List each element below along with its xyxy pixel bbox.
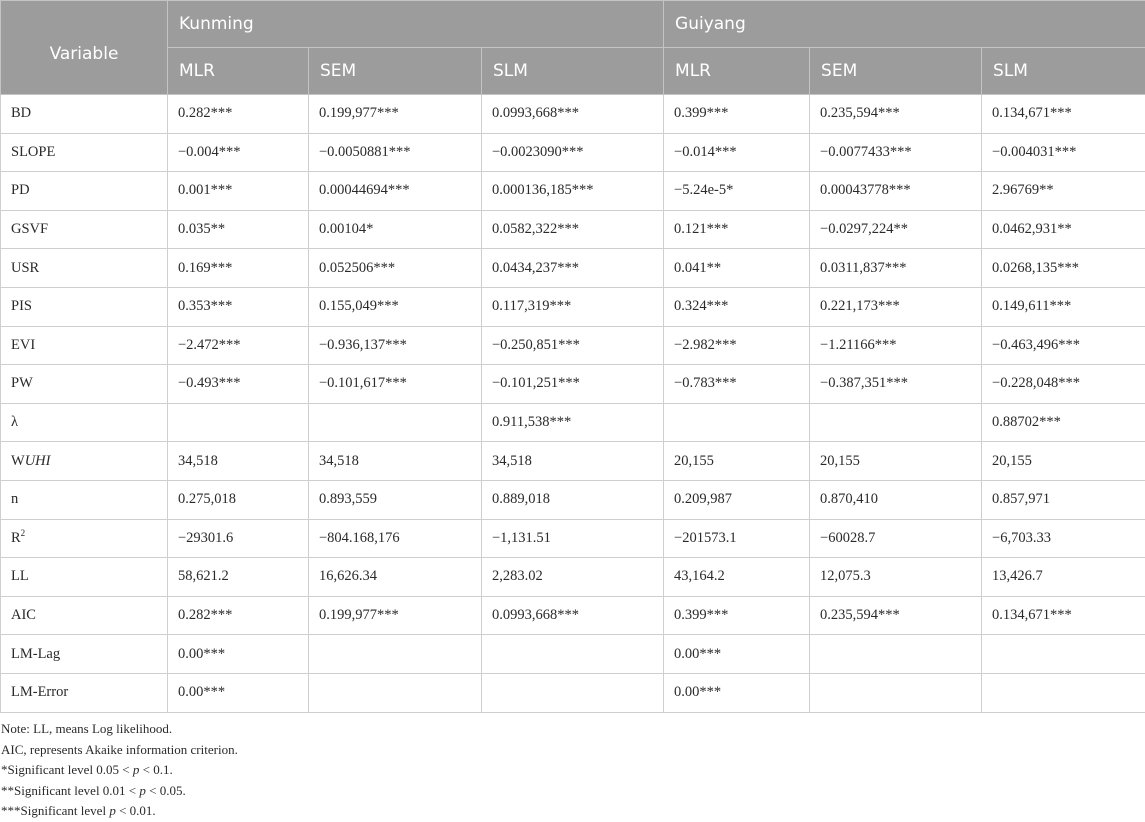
cell-kunming-mlr: 58,621.2 xyxy=(168,558,309,597)
cell-kunming-mlr: 0.169*** xyxy=(168,249,309,288)
cell-guiyang-slm: −0.004031*** xyxy=(982,133,1145,172)
cell-variable: PIS xyxy=(1,287,168,326)
cell-kunming-sem: 0.00104* xyxy=(309,210,482,249)
guiyang-slm-header: SLM xyxy=(982,48,1145,95)
cell-guiyang-sem: 12,075.3 xyxy=(810,558,982,597)
kunming-group-header: Kunming xyxy=(168,1,664,48)
cell-variable: BD xyxy=(1,95,168,134)
cell-variable: PW xyxy=(1,365,168,404)
note-text: **Significant level 0.01 < xyxy=(1,783,139,798)
cell-guiyang-sem: 0.221,173*** xyxy=(810,287,982,326)
cell-variable: n xyxy=(1,480,168,519)
cell-variable: WUHI xyxy=(1,442,168,481)
cell-guiyang-slm: −0.463,496*** xyxy=(982,326,1145,365)
cell-kunming-slm: −0.101,251*** xyxy=(482,365,664,404)
cell-guiyang-mlr: −0.014*** xyxy=(664,133,810,172)
kunming-mlr-header: MLR xyxy=(168,48,309,95)
table-row-pis xyxy=(1,287,1145,326)
cell-kunming-sem xyxy=(309,403,482,442)
table-row-wuhi xyxy=(1,442,1145,481)
table-row-usr xyxy=(1,249,1145,288)
cell-kunming-slm: −0.250,851*** xyxy=(482,326,664,365)
cell-guiyang-mlr: −2.982*** xyxy=(664,326,810,365)
cell-kunming-sem: 0.155,049*** xyxy=(309,287,482,326)
cell-kunming-slm: 0.0582,322*** xyxy=(482,210,664,249)
note-p-symbol: p xyxy=(109,803,116,818)
note-significance-1 xyxy=(1,760,238,781)
cell-guiyang-mlr: 0.121*** xyxy=(664,210,810,249)
cell-guiyang-mlr: 43,164.2 xyxy=(664,558,810,597)
cell-kunming-sem: 16,626.34 xyxy=(309,558,482,597)
cell-guiyang-sem: 0.0311,837*** xyxy=(810,249,982,288)
cell-kunming-mlr: 0.035** xyxy=(168,210,309,249)
guiyang-mlr-header: MLR xyxy=(664,48,810,95)
table-row-ll xyxy=(1,558,1145,597)
cell-kunming-mlr: 34,518 xyxy=(168,442,309,481)
cell-guiyang-slm: 2.96769** xyxy=(982,172,1145,211)
table-row-aic xyxy=(1,596,1145,635)
cell-kunming-slm xyxy=(482,673,664,712)
note-significance-3 xyxy=(1,801,238,822)
note-text: < 0.05. xyxy=(146,783,186,798)
cell-variable: LM-Error xyxy=(1,673,168,712)
note-text: < 0.01. xyxy=(116,803,156,818)
cell-guiyang-mlr: −5.24e-5* xyxy=(664,172,810,211)
cell-guiyang-sem: 0.235,594*** xyxy=(810,95,982,134)
cell-guiyang-mlr: 0.399*** xyxy=(664,596,810,635)
cell-kunming-sem: −0.936,137*** xyxy=(309,326,482,365)
cell-kunming-mlr xyxy=(168,403,309,442)
cell-kunming-sem: 34,518 xyxy=(309,442,482,481)
cell-kunming-mlr: 0.282*** xyxy=(168,95,309,134)
cell-guiyang-mlr: 0.209,987 xyxy=(664,480,810,519)
cell-kunming-mlr: −0.493*** xyxy=(168,365,309,404)
cell-guiyang-slm: 0.0462,931** xyxy=(982,210,1145,249)
cell-kunming-mlr: 0.00*** xyxy=(168,673,309,712)
note-aic: AIC, represents Akaike information criterion. xyxy=(1,740,238,761)
cell-variable: SLOPE xyxy=(1,133,168,172)
cell-kunming-mlr: 0.00*** xyxy=(168,635,309,674)
cell-variable: AIC xyxy=(1,596,168,635)
cell-kunming-mlr: −29301.6 xyxy=(168,519,309,558)
cell-kunming-mlr: 0.282*** xyxy=(168,596,309,635)
cell-kunming-sem: 0.00044694*** xyxy=(309,172,482,211)
cell-guiyang-slm: 13,426.7 xyxy=(982,558,1145,597)
cell-guiyang-slm: 0.0268,135*** xyxy=(982,249,1145,288)
table-row-n xyxy=(1,480,1145,519)
cell-kunming-slm: −1,131.51 xyxy=(482,519,664,558)
cell-kunming-slm: 2,283.02 xyxy=(482,558,664,597)
cell-guiyang-sem: 20,155 xyxy=(810,442,982,481)
cell-guiyang-mlr: 0.00*** xyxy=(664,635,810,674)
cell-kunming-mlr: −0.004*** xyxy=(168,133,309,172)
cell-guiyang-sem: −0.0297,224** xyxy=(810,210,982,249)
cell-variable: PD xyxy=(1,172,168,211)
cell-guiyang-slm: −0.228,048*** xyxy=(982,365,1145,404)
cell-variable: LL xyxy=(1,558,168,597)
note-significance-2 xyxy=(1,781,238,802)
cell-kunming-sem: 0.052506*** xyxy=(309,249,482,288)
table-row-evi xyxy=(1,326,1145,365)
cell-variable: $R^2$ xyxy=(1,519,168,558)
cell-guiyang-mlr: 0.324*** xyxy=(664,287,810,326)
cell-kunming-slm: 0.000136,185*** xyxy=(482,172,664,211)
cell-kunming-slm: 0.117,319*** xyxy=(482,287,664,326)
table-row-bd xyxy=(1,95,1145,134)
cell-guiyang-mlr: −201573.1 xyxy=(664,519,810,558)
cell-variable: λ xyxy=(1,403,168,442)
cell-guiyang-slm: 0.857,971 xyxy=(982,480,1145,519)
cell-guiyang-mlr: 20,155 xyxy=(664,442,810,481)
note-text: *Significant level 0.05 < xyxy=(1,762,133,777)
note-p-symbol: p xyxy=(139,783,146,798)
cell-guiyang-slm xyxy=(982,635,1145,674)
cell-guiyang-mlr: 0.00*** xyxy=(664,673,810,712)
cell-guiyang-mlr: 0.399*** xyxy=(664,95,810,134)
table-row-pw xyxy=(1,365,1145,404)
cell-kunming-mlr: 0.353*** xyxy=(168,287,309,326)
cell-kunming-sem: 0.199,977*** xyxy=(309,95,482,134)
cell-guiyang-sem xyxy=(810,403,982,442)
kunming-slm-header: SLM xyxy=(482,48,664,95)
cell-guiyang-mlr: −0.783*** xyxy=(664,365,810,404)
note-p-symbol: p xyxy=(133,762,140,777)
table-body xyxy=(1,95,1145,713)
cell-guiyang-sem: 0.870,410 xyxy=(810,480,982,519)
cell-kunming-mlr: −2.472*** xyxy=(168,326,309,365)
table-row-pd xyxy=(1,172,1145,211)
cell-guiyang-mlr xyxy=(664,403,810,442)
cell-guiyang-sem xyxy=(810,635,982,674)
table-row-r2 xyxy=(1,519,1145,558)
cell-kunming-sem: 0.199,977*** xyxy=(309,596,482,635)
cell-guiyang-sem xyxy=(810,673,982,712)
cell-guiyang-slm: −6,703.33 xyxy=(982,519,1145,558)
table-row-lm-lag xyxy=(1,635,1145,674)
cell-kunming-slm: 0.911,538*** xyxy=(482,403,664,442)
cell-variable: EVI xyxy=(1,326,168,365)
variable-column-header: Variable xyxy=(1,1,168,95)
table-row-lm-error xyxy=(1,673,1145,712)
cell-guiyang-mlr: 0.041** xyxy=(664,249,810,288)
cell-guiyang-slm: 20,155 xyxy=(982,442,1145,481)
cell-guiyang-slm: 0.149,611*** xyxy=(982,287,1145,326)
cell-kunming-sem: −0.101,617*** xyxy=(309,365,482,404)
cell-kunming-sem: −0.0050881*** xyxy=(309,133,482,172)
kunming-sem-header: SEM xyxy=(309,48,482,95)
cell-guiyang-sem: 0.00043778*** xyxy=(810,172,982,211)
cell-guiyang-sem: −0.387,351*** xyxy=(810,365,982,404)
cell-guiyang-sem: −1.21166*** xyxy=(810,326,982,365)
cell-guiyang-sem: −0.0077433*** xyxy=(810,133,982,172)
cell-guiyang-sem: −60028.7 xyxy=(810,519,982,558)
cell-variable: GSVF xyxy=(1,210,168,249)
table-notes xyxy=(1,719,238,822)
cell-kunming-mlr: 0.001*** xyxy=(168,172,309,211)
cell-guiyang-slm: 0.88702*** xyxy=(982,403,1145,442)
cell-kunming-slm xyxy=(482,635,664,674)
cell-kunming-sem: −804.168,176 xyxy=(309,519,482,558)
note-text: ***Significant level xyxy=(1,803,109,818)
guiyang-group-header: Guiyang xyxy=(664,1,1145,48)
guiyang-sem-header: SEM xyxy=(810,48,982,95)
table-row-gsvf xyxy=(1,210,1145,249)
table-row-lambda xyxy=(1,403,1145,442)
cell-variable: LM-Lag xyxy=(1,635,168,674)
cell-kunming-slm: 0.0993,668*** xyxy=(482,596,664,635)
cell-guiyang-slm: 0.134,671*** xyxy=(982,95,1145,134)
table-row-slope xyxy=(1,133,1145,172)
cell-guiyang-slm xyxy=(982,673,1145,712)
cell-kunming-sem: 0.893,559 xyxy=(309,480,482,519)
cell-kunming-slm: 0.0434,237*** xyxy=(482,249,664,288)
note-log-likelihood: Note: LL, means Log likelihood. xyxy=(1,719,238,740)
cell-variable: USR xyxy=(1,249,168,288)
cell-kunming-slm: −0.0023090*** xyxy=(482,133,664,172)
cell-kunming-sem xyxy=(309,635,482,674)
cell-kunming-sem xyxy=(309,673,482,712)
cell-kunming-slm: 0.889,018 xyxy=(482,480,664,519)
cell-kunming-slm: 34,518 xyxy=(482,442,664,481)
cell-kunming-mlr: 0.275,018 xyxy=(168,480,309,519)
cell-kunming-slm: 0.0993,668*** xyxy=(482,95,664,134)
cell-guiyang-slm: 0.134,671*** xyxy=(982,596,1145,635)
cell-guiyang-sem: 0.235,594*** xyxy=(810,596,982,635)
note-text: < 0.1. xyxy=(139,762,172,777)
